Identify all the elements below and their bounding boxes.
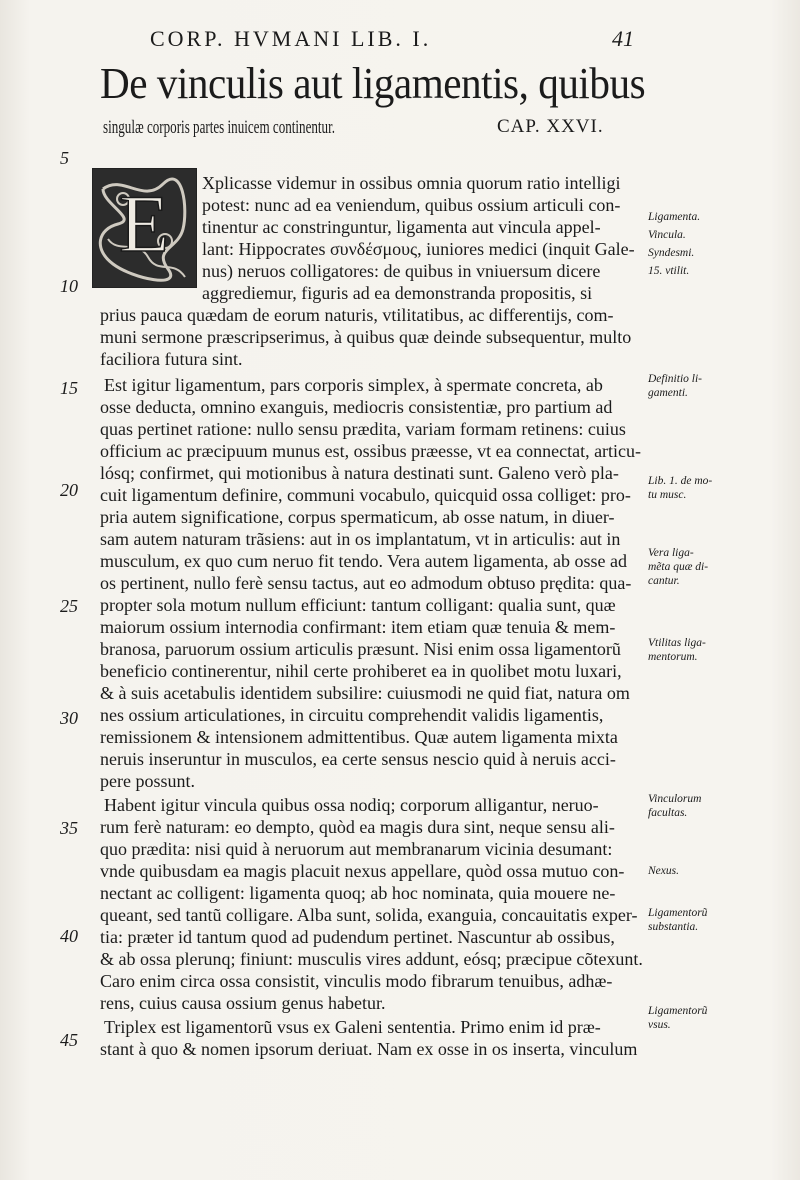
text-line: tinentur ac constringuntur, ligamenta aut vincula appel- — [202, 217, 601, 237]
text-line: quo prædita: nisi quid à neruorum aut membranarum vicinia desumant: — [100, 839, 613, 859]
text-line: osse deducta, omnino exanguis, mediocris consistentiæ, pro partium ad — [100, 397, 613, 417]
svg-text:E: E — [118, 178, 170, 269]
text-line: lant: Hippocrates συνδέσμους, iuniores medici (inquit Gale- — [202, 239, 635, 259]
chapter-subtitle: singulæ corporis partes inuicem continentur. — [103, 117, 335, 138]
margin-note: Vtilitas liga-mentorum. — [648, 637, 706, 663]
running-head: CORP. HVMANI LIB. I. — [150, 26, 432, 51]
line-number: 10 — [60, 276, 78, 296]
text-line: Est igitur ligamentum, pars corporis simplex, à spermate concreta, ab — [104, 375, 603, 395]
margin-note: Syndesmi. — [648, 247, 695, 259]
text-line: pria autem significatione, corpus spermaticum, ab osse natum, in diuer- — [100, 507, 615, 527]
text-line: sam autem naturam trãsiens: aut in os implantatum, vt in articulis: aut in — [100, 529, 621, 549]
margin-note: 15. vtilit. — [648, 265, 690, 277]
text-line: maiorum ossium internodia confirmant: item etiam quæ tenuia & mem- — [100, 617, 616, 637]
margin-note: Lib. 1. de mo-tu musc. — [648, 475, 713, 501]
margin-note: Ligamentorũ substantia. — [648, 907, 708, 933]
text-line: musculum, ex quo cum neruo fit tendo. Vera autem ligamenta, ab osse ad — [100, 551, 628, 571]
margin-note: Vincula. — [648, 229, 686, 241]
text-line: neruis inseruntur in musculos, ea certe sensus nescio quid à neruis acci- — [100, 749, 616, 769]
chapter-title: De vinculis aut ligamentis, quibus — [100, 59, 646, 108]
text-line: nus) neruos colligatores: de quibus in vniuersum dicere — [202, 261, 601, 281]
text-line: Xplicasse videmur in ossibus omnia quorum ratio intelligi — [202, 173, 621, 193]
margin-note: Vinculorum facultas. — [648, 793, 702, 819]
text-line: propter sola motum nullum efficiunt: tantum colligant: qualia sunt, quæ — [100, 595, 616, 615]
text-line: pere possunt. — [100, 771, 195, 791]
margin-note: Definitio li-gamenti. — [648, 373, 702, 399]
line-number: 45 — [60, 1030, 78, 1050]
text-line: queant, sed tantũ colligare. Alba sunt, solida, exanguia, concauitatis exper- — [100, 905, 638, 925]
text-line: potest: nunc ad ea veniendum, quibus ossium articuli con- — [202, 195, 621, 215]
text-line: quas pertinet ratione: nullo sensu prædita, variam formam retinens: cuius — [100, 419, 626, 439]
line-number: 30 — [60, 708, 78, 728]
text-line: rum ferè naturam: eo dempto, quòd ea magis dura sint, neque sensu ali- — [100, 817, 615, 837]
text-line: Habent igitur vincula quibus ossa nodiq; corporum alligantur, neruo- — [104, 795, 599, 815]
line-number: 35 — [60, 818, 78, 838]
text-line: os pertinent, nullo ferè sensu tactus, aut eo admodum obtuso prędita: qua- — [100, 573, 632, 593]
line-number: 20 — [60, 480, 78, 500]
line-number: 5 — [60, 148, 69, 168]
line-number: 15 — [60, 378, 78, 398]
margin-note: Ligamentorũ vsus. — [648, 1005, 708, 1031]
text-line: rens, cuius causa ossium genus habetur. — [100, 993, 386, 1013]
text-line: muni sermone præscripserimus, à quibus quæ deinde subsequentur, multo — [100, 327, 632, 347]
decorated-initial-e — [92, 168, 197, 288]
margin-note: Nexus. — [648, 865, 679, 877]
text-line: officium ac præcipuum munus est, ossibus præesse, vt ea connectat, articu- — [100, 441, 642, 461]
text-line: remissionem & intensionem admittentibus. Quæ autem ligamenta mixta — [100, 727, 618, 747]
text-line: beneficio continerentur, nihil certe prohiberet ea in quolibet motu luxari, — [100, 661, 622, 681]
text-line: aggrediemur, figuris ad ea demonstranda propositis, si — [202, 283, 593, 303]
text-line: prius pauca quædam de eorum naturis, vtilitatibus, ac differentijs, com- — [100, 305, 614, 325]
text-line: Caro enim circa ossa consistit, vinculis modo fibrarum tenuibus, adhæ- — [100, 971, 613, 991]
page-number: 41 — [612, 26, 634, 51]
text-line: vnde quibusdam ea magis placuit nexus appellare, quòd ossa mutuo con- — [100, 861, 625, 881]
text-line: tia: præter id tantum quod ad pudendum pertinet. Nascuntur ab ossibus, — [100, 927, 615, 947]
text-line: branosa, paruorum ossium articulis præsunt. Nisi enim ossa ligamentorũ — [100, 639, 621, 659]
text-line: faciliora futura sint. — [100, 349, 243, 369]
line-number: 40 — [60, 926, 78, 946]
text-line: cuit ligamentum definire, communi vocabulo, quicquid ossa colliget: pro- — [100, 485, 631, 505]
text-line: Triplex est ligamentorũ vsus ex Galeni sententia. Primo enim id præ- — [104, 1017, 601, 1037]
text-line: nes ossium articulationes, in circuitu comprehendit validis ligamentis, — [100, 705, 604, 725]
text-line: nectant ac colligent: ligamenta quoq; ab hoc nominata, quia mouere ne- — [100, 883, 616, 903]
chapter-number: CAP. XXVI. — [497, 116, 604, 137]
text-line: stant à quo & nomen ipsorum deriuat. Nam ex osse in os inserta, vinculum — [100, 1039, 638, 1059]
text-line: & ab ossa plerunq; finiunt: musculis vires addunt, eósq; præcipue cõtexunt. — [100, 949, 643, 969]
margin-note: Vera liga-mẽta quæ di-cantur. — [648, 547, 709, 587]
text-line: lósq; confirmet, qui motionibus à natura destinati sunt. Galeno verò pla- — [100, 463, 619, 483]
line-number: 25 — [60, 596, 78, 616]
text-line: & à suis acetabulis identidem subsilire: cuiusmodi ne quid fiat, natura om — [100, 683, 630, 703]
margin-note: Ligamenta. — [648, 211, 701, 223]
